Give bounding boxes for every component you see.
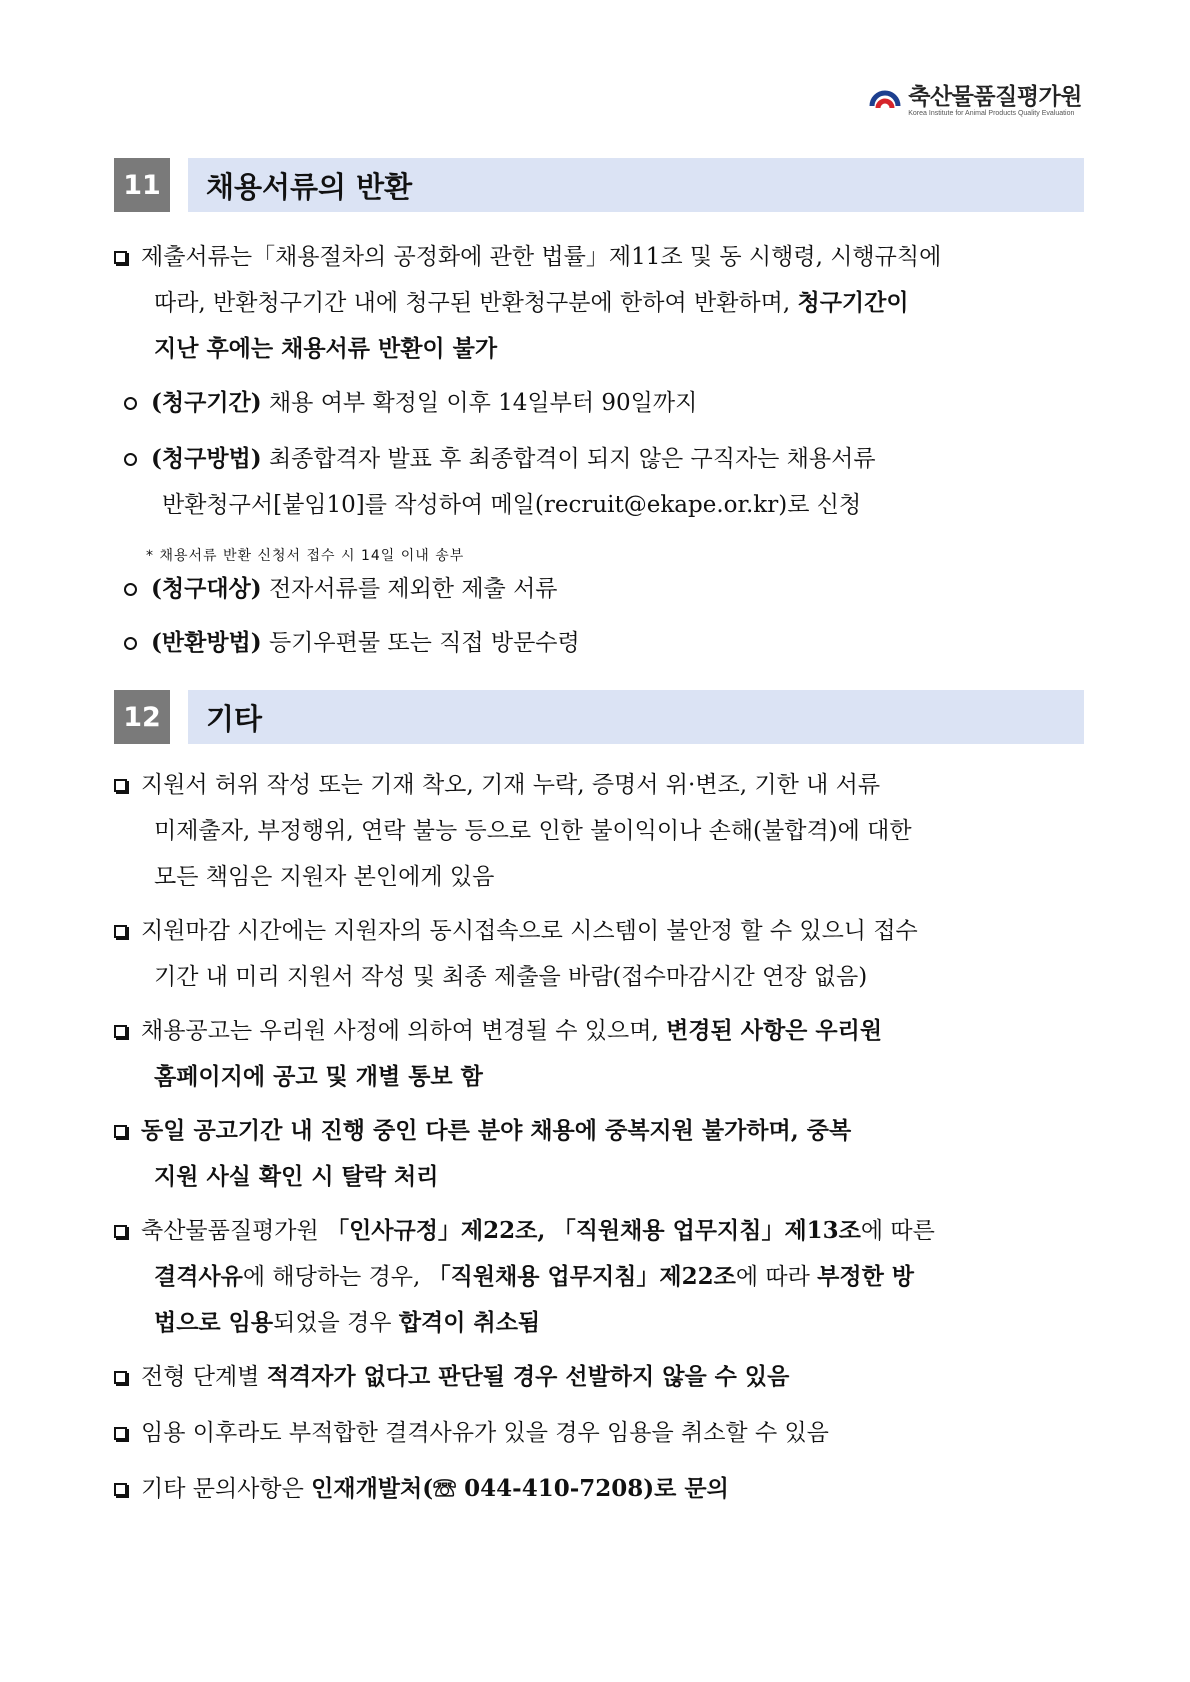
- item-line-bold: 동일 공고기간 내 진행 중인 다른 분야 채용에 중복지원 불가하며, 중복: [141, 1117, 852, 1144]
- logo-subtitle: Korea Institute for Animal Products Quality Evaluation: [908, 110, 1075, 117]
- section-11-paragraph: [114, 234, 1084, 372]
- logo-emblem-icon: [868, 84, 902, 118]
- section-number: 12: [114, 690, 170, 744]
- list-item-no-selection: [114, 1354, 1084, 1400]
- section-11-header: [114, 158, 1084, 212]
- list-item-deadline: [114, 908, 1084, 1000]
- bullet-label: (청구대상): [151, 575, 262, 602]
- logo-name: 축산물품질평가원: [908, 84, 1082, 110]
- item-line-bold: 「직원채용 업무지침」제13조: [552, 1217, 861, 1244]
- list-item-disqualification: [114, 1208, 1084, 1346]
- paragraph-line: 따라, 반환청구기간 내에 청구된 반환청구분에 한하여 반환하며,: [154, 290, 791, 316]
- bullet-text: 최종합격자 발표 후 최종합격이 되지 않은 구직자는 채용서류: [261, 446, 876, 472]
- checkbox-square-icon: [114, 925, 127, 938]
- paragraph-line-bold: 지난 후에는 채용서류 반환이 불가: [154, 335, 498, 362]
- item-line: 에 따른: [860, 1218, 935, 1244]
- checkbox-square-icon: [114, 1125, 127, 1138]
- note-text: * 채용서류 반환 신청서 접수 시 14일 이내 송부: [146, 548, 465, 564]
- bullet-claim-method: [124, 436, 1084, 528]
- item-line: 지원마감 시간에는 지원자의 동시접속으로 시스템이 불안정 할 수 있으니 접수: [141, 918, 918, 944]
- section-12-header: [114, 690, 1084, 744]
- item-line: 되었을 경우: [273, 1310, 392, 1336]
- bullet-text: 전자서류를 제외한 제출 서류: [261, 576, 558, 602]
- bullet-label: (청구기간): [151, 389, 262, 416]
- section-title: 채용서류의 반환: [188, 158, 1084, 212]
- item-line: 미제출자, 부정행위, 연락 불능 등으로 인한 불이익이나 손해(불합격)에 대한: [154, 818, 912, 844]
- checkbox-square-icon: [114, 1225, 127, 1238]
- item-line: 지원서 허위 작성 또는 기재 착오, 기재 누락, 증명서 위·변조, 기한 내 서류: [141, 772, 881, 798]
- item-line: 전형 단계별: [141, 1364, 260, 1390]
- checkbox-square-icon: [114, 1483, 127, 1496]
- organization-logo: [868, 84, 1082, 118]
- section-number: 11: [114, 158, 170, 212]
- bullet-claim-target: [124, 566, 1094, 612]
- item-line: 기타 문의사항은: [141, 1476, 304, 1502]
- bullet-text: 채용 여부 확정일 이후 14일부터 90일까지: [261, 390, 698, 416]
- item-line-bold: 「인사규정」제22조,: [326, 1217, 546, 1244]
- section-title: 기타: [188, 690, 1084, 744]
- item-line: 채용공고는 우리원 사정에 의하여 변경될 수 있으며,: [141, 1018, 659, 1044]
- list-item-liability: [114, 762, 1084, 900]
- checkbox-square-icon: [114, 1427, 127, 1440]
- checkbox-square-icon: [114, 779, 127, 792]
- item-line: 에 따라: [735, 1264, 810, 1290]
- list-item-contact: [114, 1466, 1084, 1512]
- checkbox-square-icon: [114, 1371, 127, 1384]
- bullet-claim-period: [124, 380, 1094, 426]
- circle-bullet-icon: [124, 453, 137, 466]
- list-item-appointment-cancel: [114, 1410, 1084, 1456]
- item-line: 임용 이후라도 부적합한 결격사유가 있을 경우 임용을 취소할 수 있음: [141, 1420, 829, 1446]
- item-line: 모든 책임은 지원자 본인에게 있음: [154, 864, 495, 890]
- list-item-duplicate-application: [114, 1108, 1084, 1200]
- item-line-bold: 홈페이지에 공고 및 개별 통보 함: [154, 1063, 483, 1090]
- bullet-label: (반환방법): [151, 629, 262, 656]
- item-line: 에 해당하는 경우,: [242, 1264, 421, 1290]
- circle-bullet-icon: [124, 583, 137, 596]
- bullet-text: 등기우편물 또는 직접 방문수령: [261, 630, 580, 656]
- item-line: 기간 내 미리 지원서 작성 및 최종 제출을 바람(접수마감시간 연장 없음): [154, 964, 868, 990]
- paragraph-line: 제출서류는「채용절차의 공정화에 관한 법률」제11조 및 동 시행령, 시행규칙에: [141, 244, 942, 270]
- list-item-announcement-change: [114, 1008, 1084, 1100]
- item-line-bold: 지원 사실 확인 시 탈락 처리: [154, 1163, 439, 1190]
- bullet-return-method: [124, 620, 1094, 666]
- checkbox-square-icon: [114, 251, 127, 264]
- item-line-bold: 적격자가 없다고 판단될 경우 선발하지 않을 수 있음: [266, 1363, 790, 1390]
- item-line-bold: 「직원채용 업무지침」제22조: [427, 1263, 736, 1290]
- item-line: 축산물품질평가원: [141, 1218, 319, 1244]
- item-line-bold: 부정한 방: [817, 1263, 915, 1290]
- item-line-bold: 합격이 취소됨: [398, 1309, 541, 1336]
- checkbox-square-icon: [114, 1025, 127, 1038]
- circle-bullet-icon: [124, 637, 137, 650]
- bullet-text: 반환청구서[붙임10]를 작성하여 메일(recruit@ekape.or.kr)로 신청: [162, 492, 862, 518]
- item-line-bold: 인재개발처(☏ 044-410-7208)로 문의: [311, 1475, 729, 1502]
- circle-bullet-icon: [124, 397, 137, 410]
- item-line-bold: 법으로 임용: [154, 1309, 274, 1336]
- item-line-bold: 변경된 사항은 우리원: [666, 1017, 883, 1044]
- bullet-label: (청구방법): [151, 445, 262, 472]
- item-line-bold: 결격사유: [154, 1263, 243, 1290]
- paragraph-line-bold: 청구기간이: [797, 289, 909, 316]
